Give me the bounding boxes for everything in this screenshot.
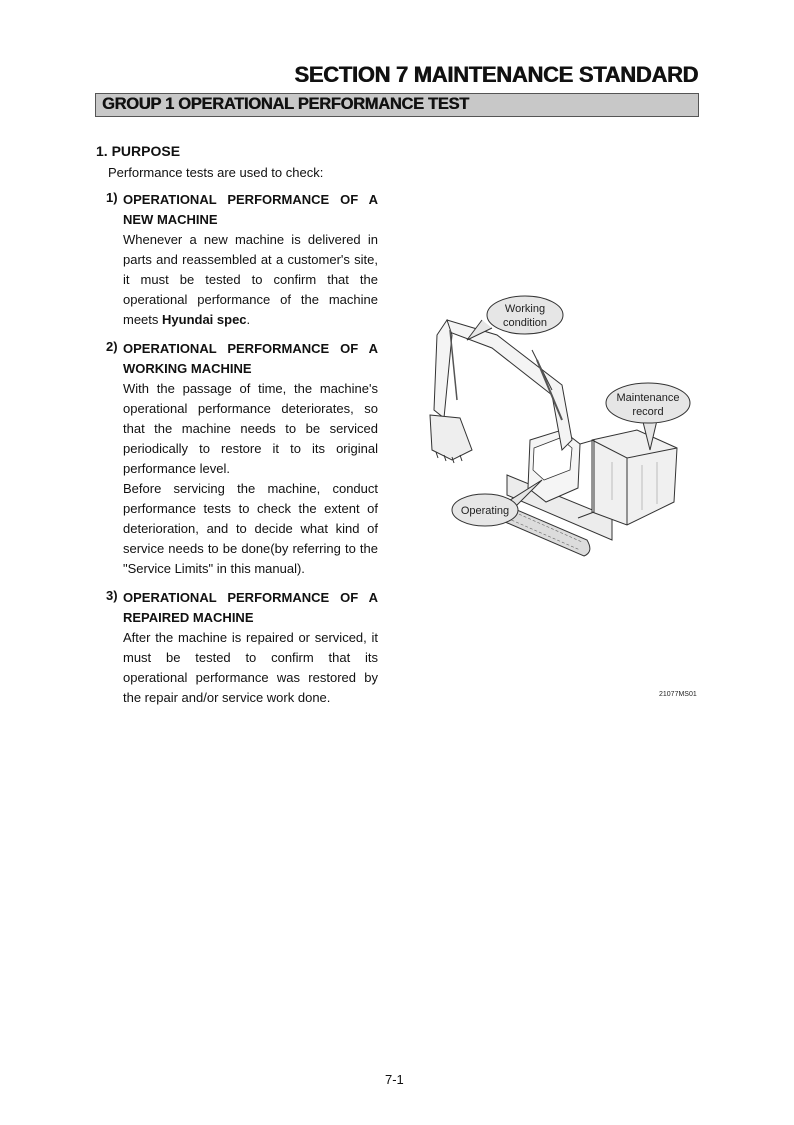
item-number: 1) xyxy=(106,190,118,205)
page-number: 7-1 xyxy=(385,1072,404,1087)
item-title: OPERATIONAL PERFORMANCE OF A NEW MACHINE xyxy=(123,192,378,227)
section-title: SECTION 7 MAINTENANCE STANDARD xyxy=(294,62,698,87)
purpose-heading: 1. PURPOSE xyxy=(96,143,181,159)
item-repaired-machine xyxy=(106,588,378,708)
item-body xyxy=(123,379,378,579)
item-title: OPERATIONAL PERFORMANCE OF A REPAIRED MACHINE xyxy=(123,590,378,625)
hyundai-spec-text: Hyundai spec xyxy=(162,312,247,327)
item-new-machine xyxy=(106,190,378,330)
callout-maintenance-line2: record xyxy=(632,406,664,418)
excavator-illustration xyxy=(412,290,702,590)
purpose-intro: Performance tests are used to check: xyxy=(108,165,324,180)
group-title: GROUP 1 OPERATIONAL PERFORMANCE TEST xyxy=(102,95,469,113)
group-header-bar xyxy=(95,93,699,117)
item-body-text: After the machine is repaired or serviced, it must be tested to confirm that its operational performance was restored by the repair and/or service work done. xyxy=(123,630,378,705)
item-body-text-2: Before servicing the machine, conduct performance tests to check the extent of deterioration, and to decide what kind of service needs to be done(by referring to the "Service Limits" in this manual). xyxy=(123,481,378,576)
item-working-machine xyxy=(106,339,378,579)
callout-maintenance-line1: Maintenance xyxy=(616,392,680,404)
item-body-text: Whenever a new machine is delivered in parts and reassembled at a customer's site, it must be tested to confirm that the operational performance of the machine meets xyxy=(123,232,378,327)
item-number: 3) xyxy=(106,588,118,603)
item-body xyxy=(123,230,378,330)
callout-working-line2: condition xyxy=(502,317,548,329)
callout-working-line1: Working xyxy=(504,303,546,315)
item-title: OPERATIONAL PERFORMANCE OF A WORKING MACHINE xyxy=(123,341,378,376)
item-body xyxy=(123,628,378,708)
excavator-figure xyxy=(412,290,702,590)
item-body-end: . xyxy=(246,312,251,327)
item-body-text: With the passage of time, the machine's operational performance deteriorates, so that the machine needs to be serviced periodically to restore it to its original performance level. xyxy=(123,381,378,476)
callout-operating: Operating xyxy=(460,505,510,517)
item-number: 2) xyxy=(106,339,118,354)
figure-code: 21077MS01 xyxy=(659,691,697,698)
